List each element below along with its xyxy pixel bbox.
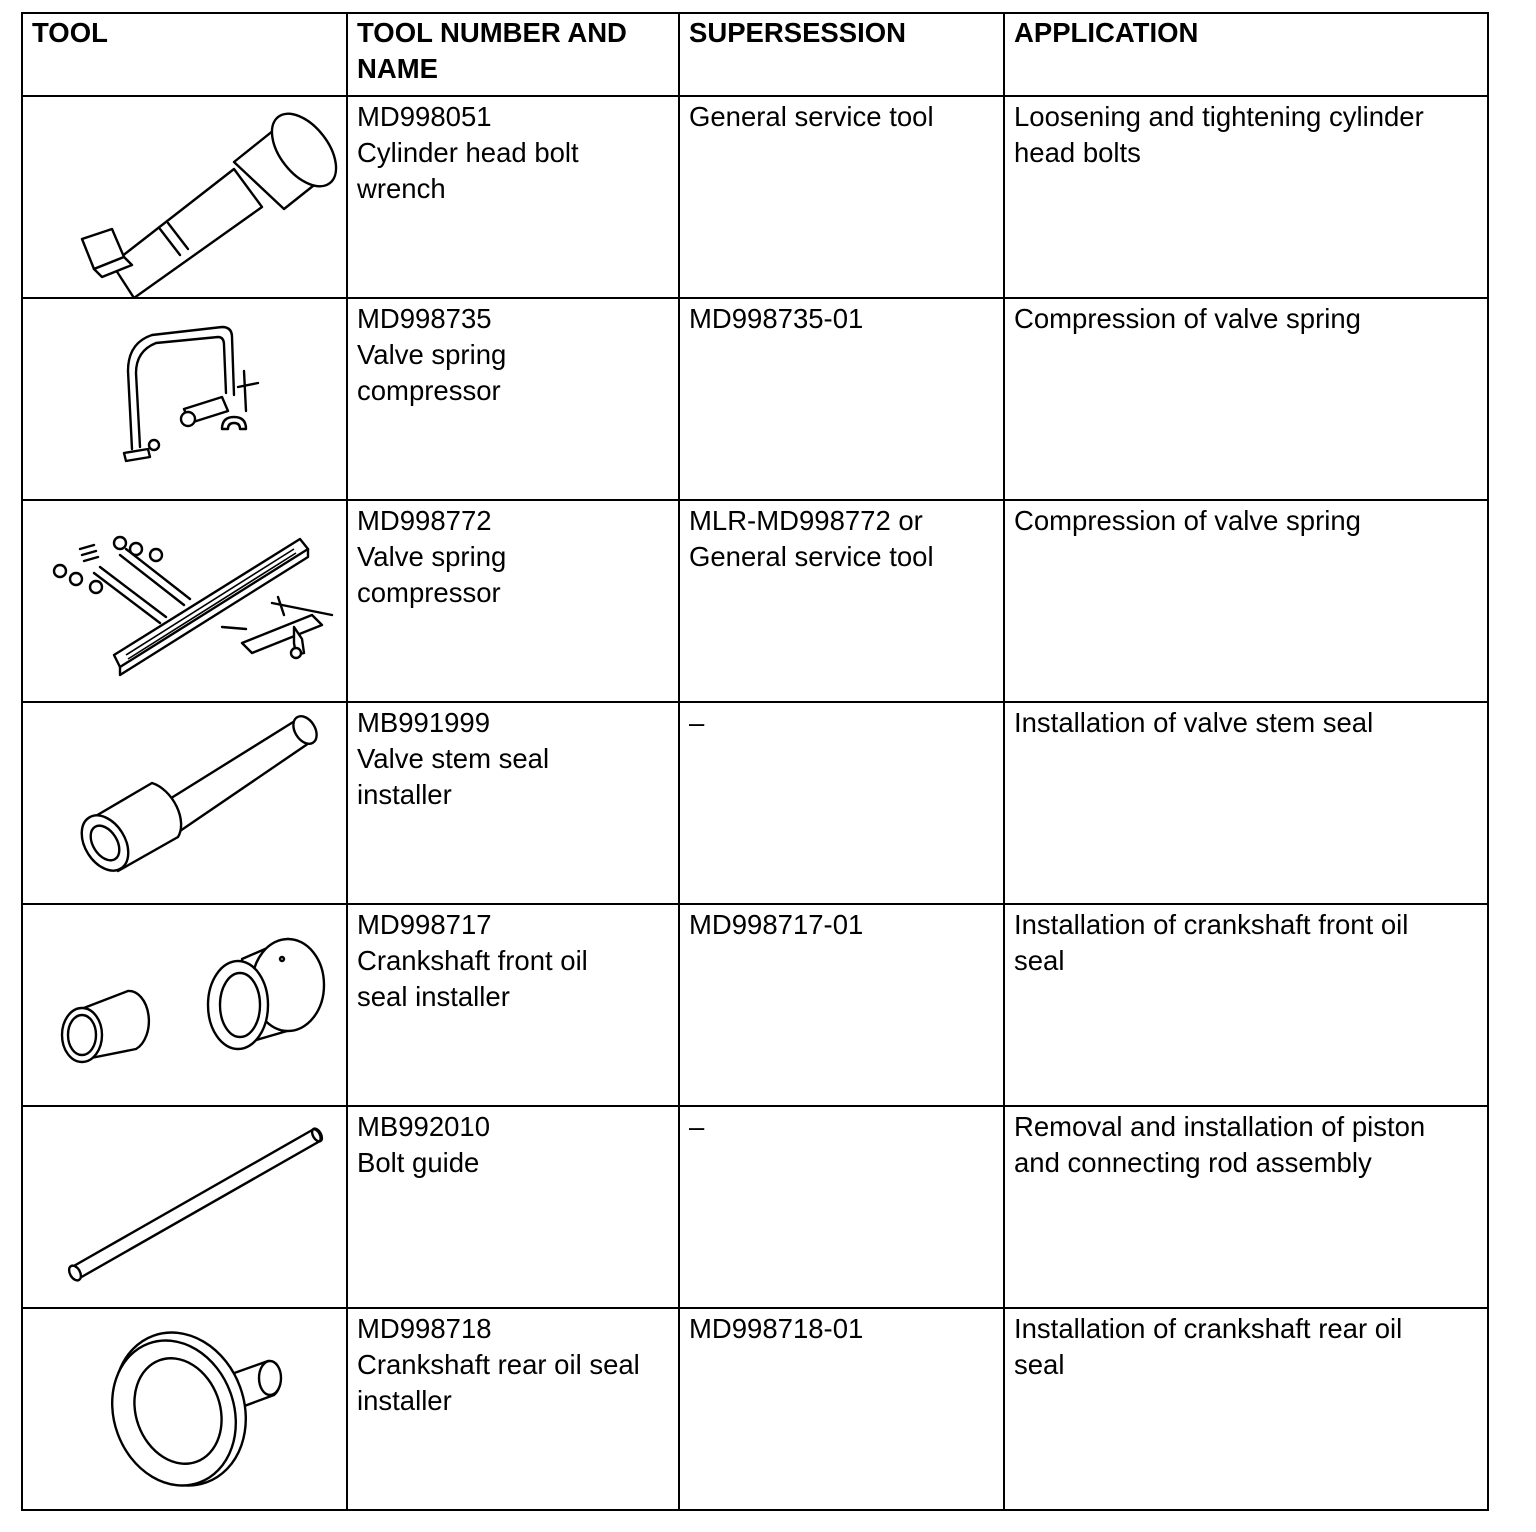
tool-number: MD998772	[357, 505, 492, 536]
tool-name-line: Crankshaft front oil	[357, 945, 588, 976]
header-row	[22, 13, 1488, 96]
application-cell	[1004, 702, 1488, 904]
supersession-line: General service tool	[689, 541, 934, 572]
application-line: Compression of valve spring	[1014, 505, 1361, 536]
tool-name-line: wrench	[357, 173, 446, 204]
application-line: and connecting rod assembly	[1014, 1147, 1372, 1178]
header-tool: TOOL	[22, 13, 347, 96]
crankshaft-rear-oil-seal-installer-illustration	[32, 1311, 347, 1509]
valve-spring-compressor-bar-kit-illustration	[32, 503, 347, 701]
tool-number-and-name-cell	[347, 500, 679, 702]
crankshaft-front-oil-seal-installer-illustration	[32, 907, 347, 1105]
application-line: Removal and installation of piston	[1014, 1111, 1426, 1142]
application-cell	[1004, 904, 1488, 1106]
tool-illustration-cell	[22, 702, 347, 904]
table-row	[22, 96, 1488, 298]
tool-number-and-name-cell	[347, 904, 679, 1106]
supersession-line: MD998735-01	[689, 303, 864, 334]
supersession-line: General service tool	[689, 101, 934, 132]
supersession-cell	[679, 298, 1004, 500]
header-application: APPLICATION	[1004, 13, 1488, 96]
tool-name-line: Bolt guide	[357, 1147, 480, 1178]
tool-number-and-name-cell	[347, 298, 679, 500]
application-line: Installation of crankshaft front oil	[1014, 909, 1409, 940]
tool-number: MD998735	[357, 303, 492, 334]
header-supersession: SUPERSESSION	[679, 13, 1004, 96]
application-line: Installation of crankshaft rear oil	[1014, 1313, 1403, 1344]
supersession-cell	[679, 702, 1004, 904]
table-row	[22, 298, 1488, 500]
supersession-line: MLR-MD998772 or	[689, 505, 923, 536]
application-cell	[1004, 96, 1488, 298]
tool-illustration-cell	[22, 1106, 347, 1308]
table-row	[22, 1106, 1488, 1308]
tool-illustration-cell	[22, 298, 347, 500]
application-line: seal	[1014, 1349, 1065, 1380]
application-line: head bolts	[1014, 137, 1141, 168]
supersession-line: –	[689, 707, 705, 738]
tool-name-line: Valve spring	[357, 541, 507, 572]
bolt-guide-illustration	[32, 1109, 347, 1307]
cylinder-head-bolt-wrench-illustration	[32, 99, 347, 297]
tool-number: MD998718	[357, 1313, 492, 1344]
tool-name-line: Valve spring	[357, 339, 507, 370]
tool-number-and-name-cell	[347, 1106, 679, 1308]
tool-name-line: installer	[357, 1385, 452, 1416]
table-row	[22, 904, 1488, 1106]
supersession-cell	[679, 1308, 1004, 1510]
application-line: Loosening and tightening cylinder	[1014, 101, 1424, 132]
tool-number-and-name-cell	[347, 702, 679, 904]
tool-name-line: compressor	[357, 577, 501, 608]
tool-illustration-cell	[22, 1308, 347, 1510]
application-cell	[1004, 500, 1488, 702]
application-line: Compression of valve spring	[1014, 303, 1361, 334]
application-cell	[1004, 1308, 1488, 1510]
tool-name-line: Valve stem seal	[357, 743, 550, 774]
supersession-cell	[679, 500, 1004, 702]
header-tool-number-and-name: TOOL NUMBER AND NAME	[347, 13, 679, 96]
application-cell	[1004, 298, 1488, 500]
valve-stem-seal-installer-illustration	[32, 705, 347, 903]
tool-name-line: installer	[357, 779, 452, 810]
tool-name-line: seal installer	[357, 981, 510, 1012]
special-tools-table	[21, 12, 1489, 1511]
tool-number: MD998051	[357, 101, 492, 132]
supersession-line: –	[689, 1111, 705, 1142]
supersession-cell	[679, 1106, 1004, 1308]
table-row	[22, 500, 1488, 702]
tool-illustration-cell	[22, 500, 347, 702]
tool-illustration-cell	[22, 904, 347, 1106]
supersession-cell	[679, 96, 1004, 298]
tool-illustration-cell	[22, 96, 347, 298]
application-line: seal	[1014, 945, 1065, 976]
table-row	[22, 702, 1488, 904]
supersession-cell	[679, 904, 1004, 1106]
tool-name-line: Cylinder head bolt	[357, 137, 579, 168]
tool-number: MD998717	[357, 909, 492, 940]
table-row	[22, 1308, 1488, 1510]
tool-number: MB991999	[357, 707, 491, 738]
tool-name-line: Crankshaft rear oil seal	[357, 1349, 640, 1380]
valve-spring-compressor-frame-illustration	[32, 301, 347, 499]
supersession-line: MD998717-01	[689, 909, 864, 940]
supersession-line: MD998718-01	[689, 1313, 864, 1344]
tool-name-line: compressor	[357, 375, 501, 406]
tool-number-and-name-cell	[347, 1308, 679, 1510]
application-line: Installation of valve stem seal	[1014, 707, 1374, 738]
tool-number: MB992010	[357, 1111, 491, 1142]
application-cell	[1004, 1106, 1488, 1308]
tool-number-and-name-cell	[347, 96, 679, 298]
